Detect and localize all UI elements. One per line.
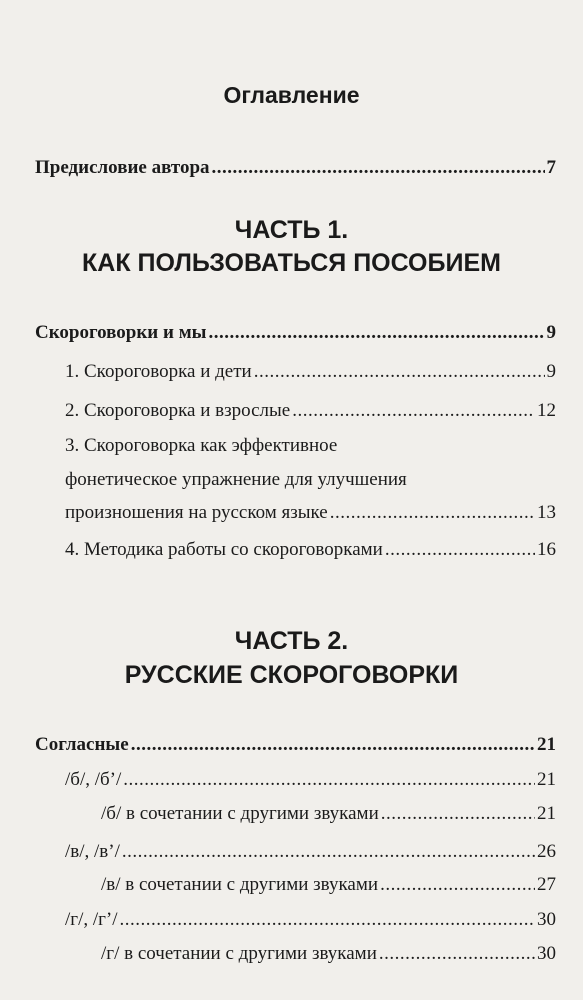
toc-entry-label: /г/, /г’/ <box>65 909 118 930</box>
toc-entry-page: 21 <box>537 803 556 824</box>
dot-leader <box>381 800 535 828</box>
dot-leader <box>380 871 535 899</box>
toc-entry-g-combinations[interactable] <box>101 940 556 968</box>
toc-entry-page: 30 <box>537 909 556 930</box>
toc-entry-page: 21 <box>537 769 556 790</box>
dot-leader <box>385 536 535 564</box>
dot-leader <box>379 940 535 968</box>
toc-entry-label: /г/ в сочетании с другими звуками <box>101 943 377 964</box>
toc-entry-page: 21 <box>537 734 556 755</box>
toc-entry-label: Скороговорки и мы <box>35 322 207 343</box>
dot-leader <box>292 397 535 425</box>
part1-heading-line2: КАК ПОЛЬЗОВАТЬСЯ ПОСОБИЕМ <box>82 249 501 277</box>
toc-entry-page: 9 <box>546 322 556 343</box>
toc-entry-page: 26 <box>537 841 556 862</box>
toc-entry-page: 9 <box>546 361 556 382</box>
toc-entry-1[interactable] <box>65 358 556 386</box>
dot-leader <box>254 358 545 386</box>
toc-entry-label: 1. Скороговорка и дети <box>65 361 252 382</box>
toc-entry-b-combinations[interactable] <box>101 800 556 828</box>
dot-leader <box>212 154 545 182</box>
toc-entry-page: 13 <box>537 502 556 523</box>
toc-entry-3-line1[interactable]: 3. Скороговорка как эффективное <box>65 435 338 456</box>
dot-leader <box>122 838 535 866</box>
toc-entry-preface[interactable] <box>35 154 556 182</box>
toc-entry-label: /в/ в сочетании с другими звуками <box>101 874 379 895</box>
toc-entry-section-tongue-twisters-and-us[interactable] <box>35 319 556 347</box>
toc-entry-label: Предисловие автора <box>35 157 210 178</box>
part2-heading-line2: РУССКИЕ СКОРОГОВОРКИ <box>124 661 459 689</box>
toc-entry-label: /в/, /в’/ <box>65 841 120 862</box>
toc-entry-3[interactable] <box>65 499 556 527</box>
toc-entry-b[interactable] <box>65 766 556 794</box>
dot-leader <box>131 731 535 759</box>
toc-entry-page: 7 <box>546 157 556 178</box>
toc-entry-g[interactable] <box>65 906 556 934</box>
toc-entry-label: /б/ в сочетании с другими звуками <box>101 803 379 824</box>
dot-leader <box>330 499 535 527</box>
toc-entry-label: 2. Скороговорка и взрослые <box>65 400 291 421</box>
toc-entry-page: 27 <box>537 874 556 895</box>
dot-leader <box>120 906 535 934</box>
toc-entry-section-consonants[interactable] <box>35 731 556 759</box>
toc-entry-label: Согласные <box>35 734 129 755</box>
toc-entry-2[interactable] <box>65 397 556 425</box>
toc-entry-4[interactable] <box>65 536 556 564</box>
toc-entry-page: 12 <box>537 400 556 421</box>
toc-entry-3-line2[interactable]: фонетическое упражнение для улучшения <box>65 469 407 490</box>
toc-entry-label: 4. Методика работы со скороговорками <box>65 539 383 560</box>
toc-entry-label: произношения на русском языке <box>65 502 328 523</box>
toc-entry-page: 16 <box>537 539 556 560</box>
part2-heading-line1: ЧАСТЬ 2. <box>234 627 349 655</box>
toc-entry-v[interactable] <box>65 838 556 866</box>
dot-leader <box>208 319 544 347</box>
toc-title: Оглавление <box>223 82 360 108</box>
toc-entry-v-combinations[interactable] <box>101 871 556 899</box>
toc-entry-label: /б/, /б’/ <box>65 769 122 790</box>
dot-leader <box>123 766 535 794</box>
part1-heading-line1: ЧАСТЬ 1. <box>234 216 349 244</box>
toc-entry-page: 30 <box>537 943 556 964</box>
